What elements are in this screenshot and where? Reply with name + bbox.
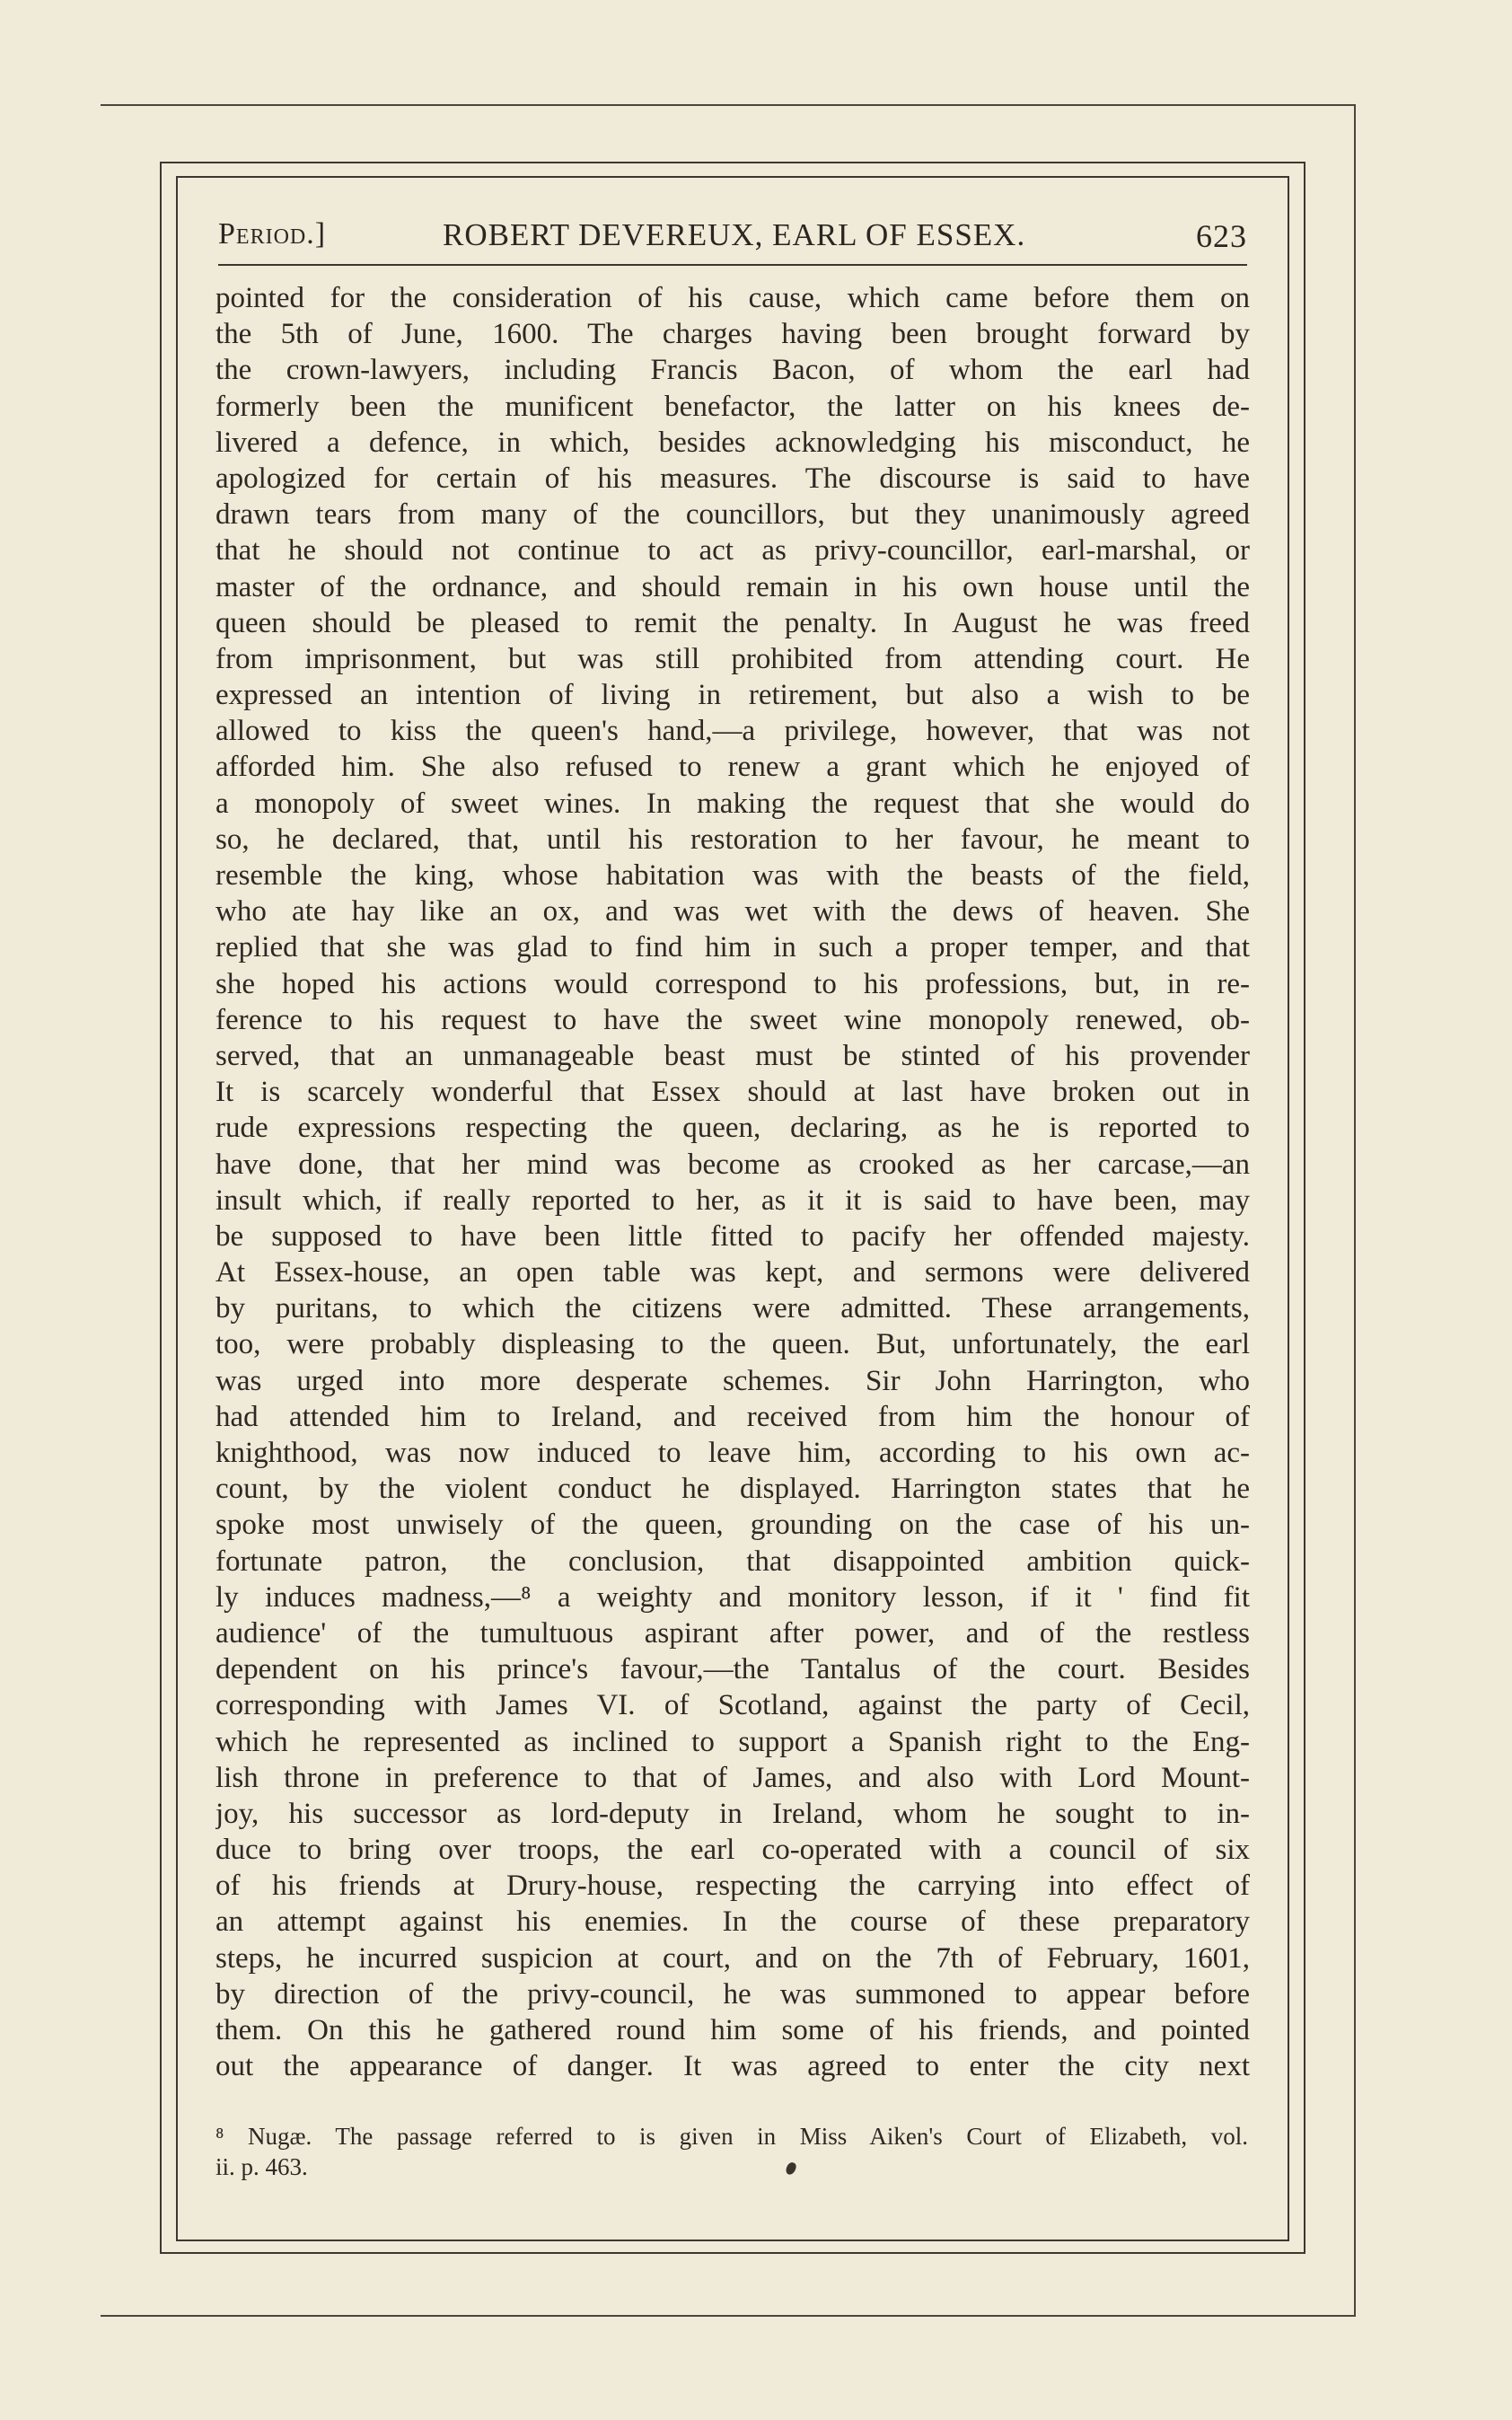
text-line: knighthood, was now induced to leave him, according to his own ac- — [215, 1437, 1250, 1469]
text-line: served, that an unmanageable beast must be stinted of his provender — [215, 1039, 1250, 1072]
text-line: them. On this he gathered round him some of his friends, and pointed — [215, 2014, 1250, 2046]
text-line: master of the ordnance, and should remain in his own house until the — [215, 570, 1250, 603]
text-line: livered a defence, in which, besides acknowledging his misconduct, he — [215, 426, 1250, 459]
text-line: count, by the violent conduct he displayed. Harrington states that he — [215, 1473, 1250, 1506]
text-line: resemble the king, whose habitation was with the beasts of the field, — [215, 859, 1250, 892]
text-line: the 5th of June, 1600. The charges having been brought forward by — [215, 318, 1250, 351]
text-line: replied that she was glad to find him in such a proper temper, and that — [215, 931, 1250, 964]
footnote — [215, 2121, 1248, 2182]
text-line: joy, his successor as lord-deputy in Ireland, whom he sought to in- — [215, 1797, 1250, 1830]
text-line: pointed for the consideration of his cause, which came before them on — [215, 282, 1250, 314]
page-edge-right — [1354, 106, 1356, 2315]
text-line: have done, that her mind was become as crooked as her carcase,—an — [215, 1148, 1250, 1181]
page-edge-top — [101, 104, 1356, 106]
text-line: which he represented as inclined to support a Spanish right to the Eng- — [215, 1725, 1250, 1758]
text-line: out the appearance of danger. It was agreed to enter the city next — [215, 2050, 1250, 2083]
body-text — [215, 280, 1250, 2084]
text-line: corresponding with James VI. of Scotland, against the party of Cecil, — [215, 1689, 1250, 1722]
header-rule — [218, 264, 1247, 266]
text-line: ference to his request to have the sweet wine monopoly renewed, ob- — [215, 1003, 1250, 1036]
footnote-line: ii. p. 463. — [215, 2153, 308, 2180]
running-header — [218, 210, 1247, 260]
text-line: was urged into more desperate schemes. Sir John Harrington, who — [215, 1364, 1250, 1397]
text-line: queen should be pleased to remit the penalty. In August he was freed — [215, 606, 1250, 639]
text-line: too, were probably displeasing to the queen. But, unfortunately, the earl — [215, 1328, 1250, 1361]
text-line: expressed an intention of living in retirement, but also a wish to be — [215, 679, 1250, 712]
text-line: dependent on his prince's favour,—the Tantalus of the court. Besides — [215, 1653, 1250, 1686]
text-line: At Essex-house, an open table was kept, and sermons were delivered — [215, 1256, 1250, 1289]
text-line: It is scarcely wonderful that Essex should at last have broken out in — [215, 1076, 1250, 1109]
page-edge-bottom — [101, 2315, 1356, 2317]
page-number: 623 — [1196, 218, 1247, 254]
header-section: Period.] — [218, 217, 327, 251]
text-line: a monopoly of sweet wines. In making the request that she would do — [215, 787, 1250, 820]
text-line: be supposed to have been little fitted to pacify her offended majesty. — [215, 1219, 1250, 1253]
text-line: spoke most unwisely of the queen, grounding on the case of his un- — [215, 1509, 1250, 1542]
text-line: by direction of the privy-council, he was summoned to appear before — [215, 1977, 1250, 2011]
text-line: of his friends at Drury-house, respecting the carrying into effect of — [215, 1870, 1250, 1903]
header-title: ROBERT DEVEREUX, EARL OF ESSEX. — [443, 217, 1026, 252]
text-line: allowed to kiss the queen's hand,—a privilege, however, that was not — [215, 715, 1250, 748]
text-line: duce to bring over troops, the earl co-operated with a council of six — [215, 1834, 1250, 1867]
text-line: steps, he incurred suspicion at court, and on the 7th of February, 1601, — [215, 1941, 1250, 1975]
text-line: the crown-lawyers, including Francis Bacon, of whom the earl had — [215, 354, 1250, 387]
text-line: so, he declared, that, until his restoration to her favour, he meant to — [215, 823, 1250, 856]
text-line: drawn tears from many of the councillors, but they unanimously agreed — [215, 498, 1250, 532]
text-line: from imprisonment, but was still prohibited from attending court. He — [215, 642, 1250, 675]
text-line: an attempt against his enemies. In the course of these preparatory — [215, 1905, 1250, 1939]
text-line: audience' of the tumultuous aspirant after power, and of the restless — [215, 1616, 1250, 1650]
text-line: had attended him to Ireland, and received from him the honour of — [215, 1400, 1250, 1433]
text-line: apologized for certain of his measures. The discourse is said to have — [215, 462, 1250, 495]
text-line: who ate hay like an ox, and was wet with the dews of heaven. She — [215, 895, 1250, 928]
text-line: rude expressions respecting the queen, declaring, as he is reported to — [215, 1112, 1250, 1145]
text-line: formerly been the munificent benefactor, the latter on his knees de- — [215, 390, 1250, 423]
footnote-line: ⁸ Nugæ. The passage referred to is given in Miss Aiken's Court of Elizabeth, vol. — [215, 2123, 1248, 2150]
text-line: by puritans, to which the citizens were admitted. These arrangements, — [215, 1292, 1250, 1325]
text-line: fortunate patron, the conclusion, that disappointed ambition quick- — [215, 1544, 1250, 1578]
text-line: afforded him. She also refused to renew a grant which he enjoyed of — [215, 751, 1250, 784]
text-line: she hoped his actions would correspond to his professions, but, in re- — [215, 967, 1250, 1000]
text-line: ly induces madness,—⁸ a weighty and monitory lesson, if it ' find fit — [215, 1580, 1250, 1614]
text-line: insult which, if really reported to her, as it it is said to have been, may — [215, 1184, 1250, 1217]
text-line: lish throne in preference to that of James, and also with Lord Mount- — [215, 1761, 1250, 1794]
text-line: that he should not continue to act as privy-councillor, earl-marshal, or — [215, 534, 1250, 568]
